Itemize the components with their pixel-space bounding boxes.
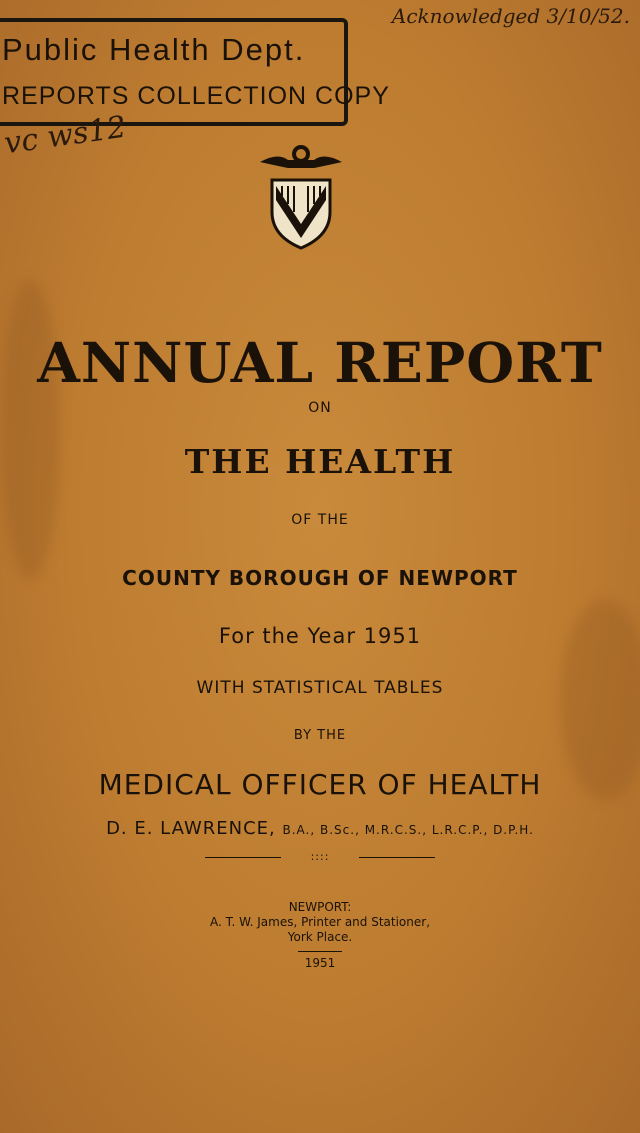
officer-qualifications: B.A., B.Sc., M.R.C.S., L.R.C.P., D.P.H. <box>282 823 534 837</box>
printer-imprint <box>0 900 640 971</box>
officer-role: MEDICAL OFFICER OF HEALTH <box>98 768 542 801</box>
report-subject: THE HEALTH <box>184 442 456 481</box>
handwritten-mark: vc ws12 <box>2 109 129 162</box>
imprint-rule <box>298 951 342 952</box>
report-title: ANNUAL REPORT <box>37 330 603 395</box>
statistical-tables-line: WITH STATISTICAL TABLES <box>196 678 444 698</box>
divider-rule-left <box>205 857 281 858</box>
title-of-the: OF THE <box>291 512 349 528</box>
title-by-the: BY THE <box>293 728 347 743</box>
authority-name: COUNTY BOROUGH OF NEWPORT <box>122 566 518 590</box>
title-on: ON <box>308 400 332 416</box>
stamp-dept-text: Public Health Dept. <box>2 32 306 67</box>
imprint-address: York Place. <box>287 930 353 944</box>
imprint-printer: A. T. W. James, Printer and Stationer, <box>209 915 431 929</box>
officer-line <box>0 818 640 839</box>
imprint-year: 1951 <box>304 956 336 970</box>
paper-stain <box>0 280 60 580</box>
divider-rule-right <box>359 857 435 858</box>
divider-ornament: :::: <box>310 850 330 863</box>
coat-of-arms-crest-icon <box>258 140 344 250</box>
ornamental-divider <box>205 848 435 868</box>
officer-name: D. E. LAWRENCE, <box>106 818 276 839</box>
imprint-place: NEWPORT: <box>288 900 352 914</box>
handwritten-acknowledged-note: Acknowledged 3/10/52. <box>391 4 630 28</box>
reports-collection-stamp <box>0 18 390 126</box>
stamp-collection-text: REPORTS COLLECTION COPY <box>2 82 390 110</box>
report-year-line: For the Year 1951 <box>218 624 422 648</box>
